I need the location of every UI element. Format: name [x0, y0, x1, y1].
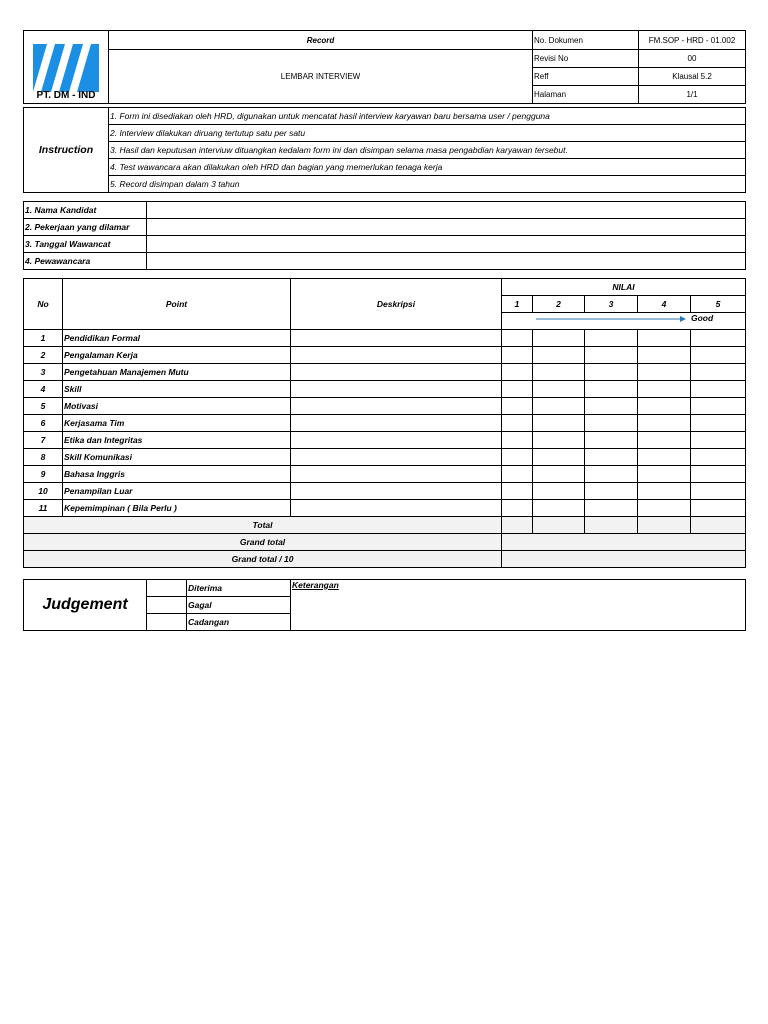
row-point: Skill Komunikasi — [63, 449, 291, 466]
total-cell[interactable] — [585, 517, 638, 534]
score-cell[interactable] — [585, 432, 638, 449]
row-description-cell[interactable] — [291, 432, 502, 449]
meta-label-doc-no: No. Dokumen — [533, 31, 639, 50]
score-header: 5 — [691, 296, 746, 313]
meta-value-reff: Klausal 5.2 — [639, 68, 746, 86]
record-label: Record — [109, 31, 533, 50]
table-row — [24, 398, 746, 415]
row-point: Kepemimpinan ( Bila Perlu ) — [63, 500, 291, 517]
judgement-label: Judgement — [24, 580, 147, 631]
instruction-item: 2. Interview dilakukan diruang tertutup satu per satu — [109, 125, 746, 142]
form-title: LEMBAR INTERVIEW — [109, 50, 533, 104]
row-description-cell[interactable] — [291, 364, 502, 381]
column-header-point: Point — [63, 279, 291, 330]
score-cell[interactable] — [691, 432, 746, 449]
total-cell[interactable] — [638, 517, 691, 534]
table-row — [24, 330, 746, 347]
score-cell[interactable] — [691, 398, 746, 415]
row-point: Skill — [63, 381, 291, 398]
score-cell[interactable] — [533, 432, 585, 449]
row-number: 7 — [24, 432, 63, 449]
instruction-label: Instruction — [24, 108, 109, 193]
interviewer-field[interactable] — [147, 253, 746, 270]
score-header: 2 — [533, 296, 585, 313]
table-row — [24, 483, 746, 500]
score-cell[interactable] — [691, 347, 746, 364]
score-cell[interactable] — [638, 449, 691, 466]
score-cell[interactable] — [502, 398, 533, 415]
judgement-section — [23, 579, 746, 631]
candidate-name-field[interactable] — [147, 202, 746, 219]
score-cell[interactable] — [502, 364, 533, 381]
row-number: 4 — [24, 381, 63, 398]
row-point: Kerjasama Tim — [63, 415, 291, 432]
applied-position-label: 2. Pekerjaan yang dilamar — [24, 219, 147, 236]
row-description-cell[interactable] — [291, 347, 502, 364]
grand-total-cell[interactable] — [502, 534, 746, 551]
judgement-option-diterima: Diterima — [187, 580, 291, 597]
row-description-cell[interactable] — [291, 415, 502, 432]
row-description-cell[interactable] — [291, 381, 502, 398]
score-cell[interactable] — [585, 330, 638, 347]
grand-total-10-cell[interactable] — [502, 551, 746, 568]
row-point: Motivasi — [63, 398, 291, 415]
score-cell[interactable] — [533, 415, 585, 432]
column-header-nilai: NILAI — [502, 279, 746, 296]
score-cell[interactable] — [533, 398, 585, 415]
row-point: Penampilan Luar — [63, 483, 291, 500]
right-arrow-icon — [536, 314, 686, 324]
instruction-item: 5. Record disimpan dalam 3 tahun — [109, 176, 746, 193]
score-cell[interactable] — [691, 466, 746, 483]
scale-good-label: Good — [691, 313, 714, 323]
row-description-cell[interactable] — [291, 500, 502, 517]
instruction-item: 3. Hasil dan keputusan interviuw dituangkan kedalam form ini dan disimpan selama masa pengabdian karyawan tersebut. — [109, 142, 746, 159]
grand-total-label: Grand total — [24, 534, 502, 551]
row-number: 1 — [24, 330, 63, 347]
score-cell[interactable] — [533, 483, 585, 500]
row-description-cell[interactable] — [291, 466, 502, 483]
score-cell[interactable] — [691, 364, 746, 381]
total-label: Total — [24, 517, 502, 534]
column-header-deskripsi: Deskripsi — [291, 279, 502, 330]
document-header — [23, 30, 746, 104]
company-logo-icon — [33, 44, 99, 92]
row-number: 6 — [24, 415, 63, 432]
score-cell[interactable] — [585, 483, 638, 500]
score-cell[interactable] — [502, 449, 533, 466]
row-point: Etika dan Integritas — [63, 432, 291, 449]
table-row — [24, 449, 746, 466]
total-cell[interactable] — [502, 517, 533, 534]
score-cell[interactable] — [502, 381, 533, 398]
judgement-checkbox-cadangan[interactable] — [147, 614, 187, 631]
meta-value-page: 1/1 — [639, 86, 746, 104]
score-cell[interactable] — [502, 415, 533, 432]
score-cell[interactable] — [502, 500, 533, 517]
score-cell[interactable] — [585, 500, 638, 517]
row-number: 2 — [24, 347, 63, 364]
table-row — [24, 364, 746, 381]
row-description-cell[interactable] — [291, 483, 502, 500]
score-cell[interactable] — [691, 483, 746, 500]
candidate-name-label: 1. Nama Kandidat — [24, 202, 147, 219]
score-cell[interactable] — [533, 500, 585, 517]
row-point: Bahasa Inggris — [63, 466, 291, 483]
score-cell[interactable] — [638, 347, 691, 364]
score-header: 1 — [502, 296, 533, 313]
table-row — [24, 466, 746, 483]
interview-date-field[interactable] — [147, 236, 746, 253]
score-cell[interactable] — [638, 466, 691, 483]
grand-total-10-label: Grand total / 10 — [24, 551, 502, 568]
total-cell[interactable] — [691, 517, 746, 534]
score-cell[interactable] — [691, 500, 746, 517]
row-description-cell[interactable] — [291, 330, 502, 347]
meta-label-revision: Revisi No — [533, 50, 639, 68]
score-cell[interactable] — [585, 449, 638, 466]
score-cell[interactable] — [533, 381, 585, 398]
score-cell[interactable] — [585, 347, 638, 364]
score-header: 3 — [585, 296, 638, 313]
score-cell[interactable] — [638, 364, 691, 381]
score-cell[interactable] — [691, 449, 746, 466]
row-point: Pendidikan Formal — [63, 330, 291, 347]
row-number: 3 — [24, 364, 63, 381]
score-cell[interactable] — [638, 483, 691, 500]
row-number: 11 — [24, 500, 63, 517]
score-cell[interactable] — [533, 347, 585, 364]
score-cell[interactable] — [638, 330, 691, 347]
score-cell[interactable] — [691, 330, 746, 347]
company-name: PT. DM - IND — [36, 90, 96, 101]
total-cell[interactable] — [533, 517, 585, 534]
meta-label-reff: Reff — [533, 68, 639, 86]
table-row — [24, 381, 746, 398]
score-cell[interactable] — [585, 415, 638, 432]
score-cell[interactable] — [502, 432, 533, 449]
meta-value-revision: 00 — [639, 50, 746, 68]
instruction-item: 4. Test wawancara akan dilakukan oleh HRD dan bagian yang memerlukan tenaga kerja — [109, 159, 746, 176]
row-number: 9 — [24, 466, 63, 483]
score-cell[interactable] — [638, 415, 691, 432]
score-cell[interactable] — [638, 432, 691, 449]
row-number: 10 — [24, 483, 63, 500]
keterangan-area[interactable] — [291, 580, 746, 631]
keterangan-label: Keterangan — [292, 580, 339, 590]
row-point: Pengetahuan Manajemen Mutu — [63, 364, 291, 381]
table-row — [24, 432, 746, 449]
applied-position-field[interactable] — [147, 219, 746, 236]
row-number: 8 — [24, 449, 63, 466]
score-cell[interactable] — [533, 449, 585, 466]
score-cell[interactable] — [585, 381, 638, 398]
judgement-option-gagal: Gagal — [187, 597, 291, 614]
row-number: 5 — [24, 398, 63, 415]
score-cell[interactable] — [585, 398, 638, 415]
candidate-section — [23, 201, 746, 270]
score-cell[interactable] — [638, 500, 691, 517]
assessment-table — [23, 278, 746, 568]
judgement-checkbox-diterima[interactable] — [147, 580, 187, 597]
meta-label-page: Halaman — [533, 86, 639, 104]
column-header-no: No — [24, 279, 63, 330]
table-row — [24, 347, 746, 364]
score-cell[interactable] — [585, 364, 638, 381]
row-description-cell[interactable] — [291, 398, 502, 415]
interview-date-label: 3. Tanggal Wawancat — [24, 236, 147, 253]
table-row — [24, 500, 746, 517]
score-cell[interactable] — [585, 466, 638, 483]
table-row — [24, 415, 746, 432]
score-cell[interactable] — [502, 330, 533, 347]
row-description-cell[interactable] — [291, 449, 502, 466]
score-cell[interactable] — [502, 483, 533, 500]
score-cell[interactable] — [638, 381, 691, 398]
score-cell[interactable] — [533, 330, 585, 347]
score-cell[interactable] — [533, 364, 585, 381]
score-scale-indicator — [502, 313, 746, 330]
score-cell[interactable] — [502, 347, 533, 364]
judgement-checkbox-gagal[interactable] — [147, 597, 187, 614]
company-logo-cell — [24, 31, 109, 104]
score-cell[interactable] — [502, 466, 533, 483]
judgement-option-cadangan: Cadangan — [187, 614, 291, 631]
score-cell[interactable] — [638, 398, 691, 415]
score-header: 4 — [638, 296, 691, 313]
row-point: Pengalaman Kerja — [63, 347, 291, 364]
score-cell[interactable] — [533, 466, 585, 483]
score-cell[interactable] — [691, 415, 746, 432]
instruction-section — [23, 107, 746, 193]
instruction-item: 1. Form ini disediakan oleh HRD, digunakan untuk mencatat hasil interview karyawan baru bersama user / pengguna — [109, 108, 746, 125]
score-cell[interactable] — [691, 381, 746, 398]
interviewer-label: 4. Pewawancara — [24, 253, 147, 270]
meta-value-doc-no: FM.SOP - HRD - 01.002 — [639, 31, 746, 50]
